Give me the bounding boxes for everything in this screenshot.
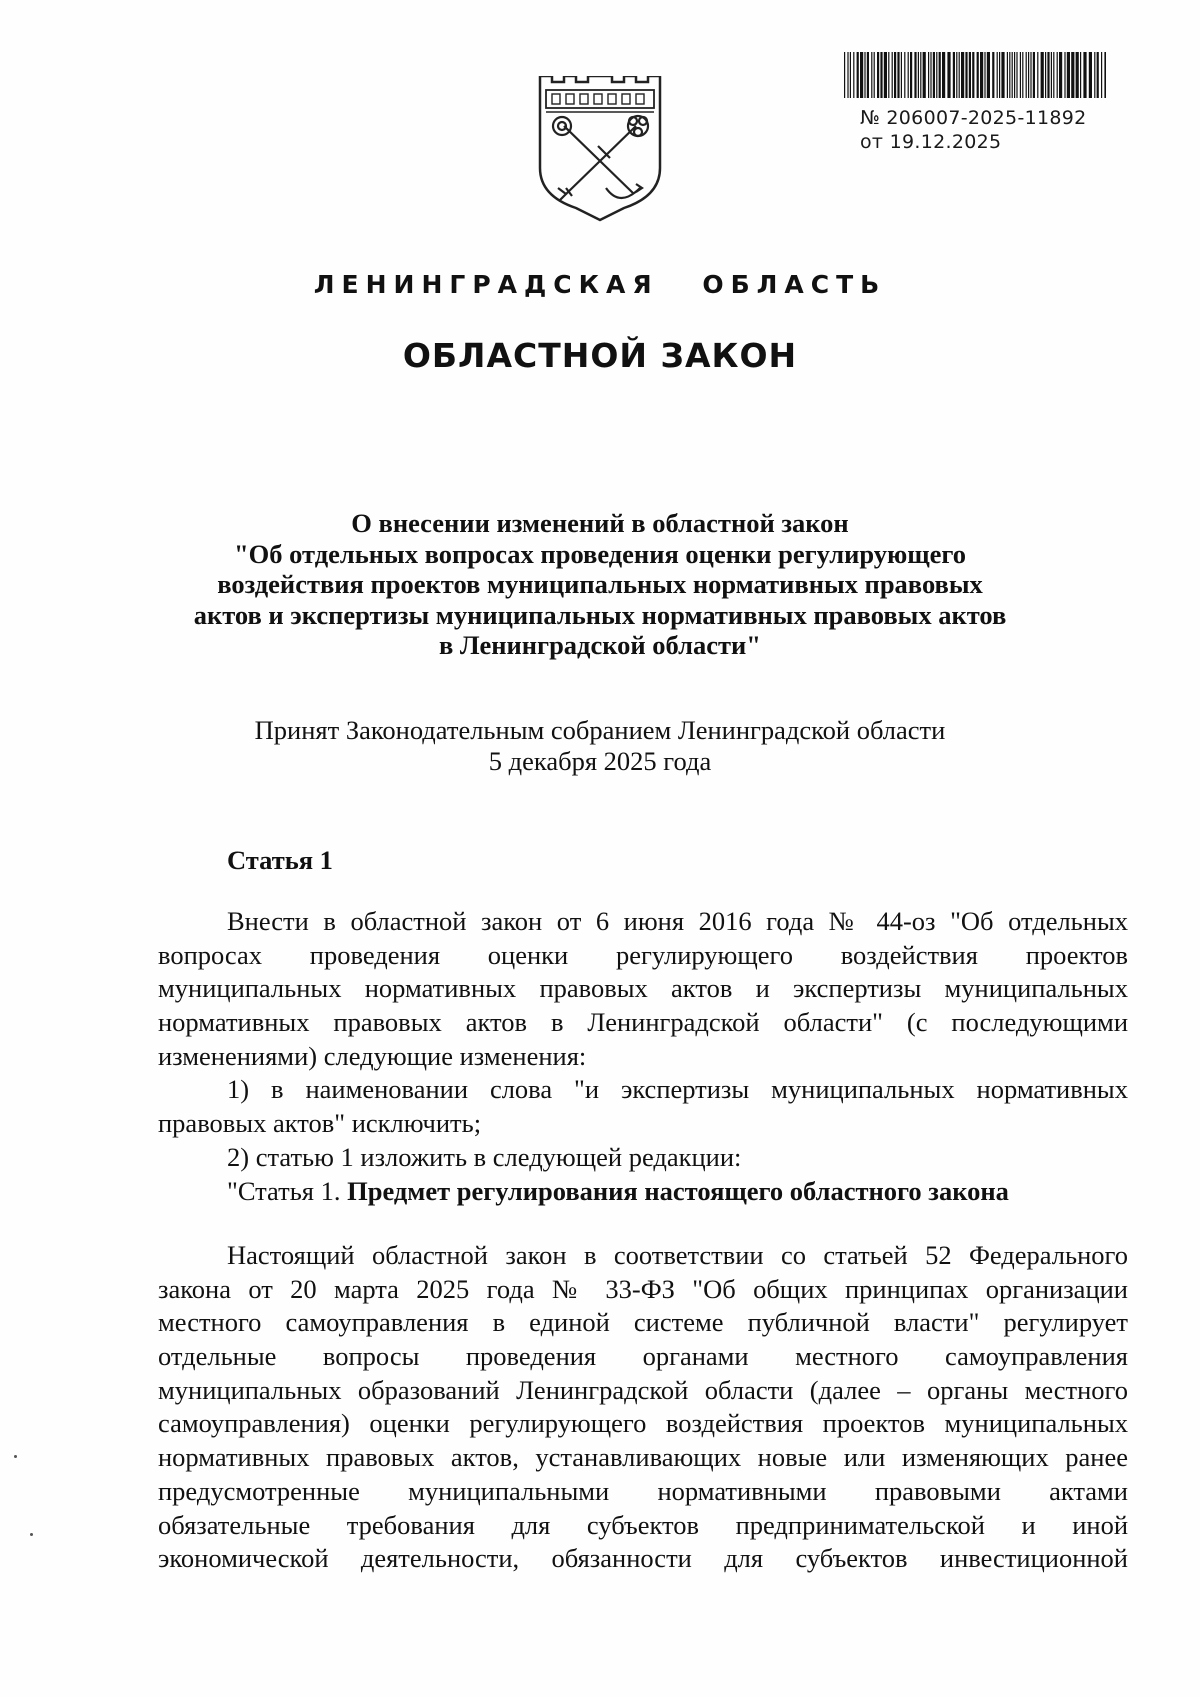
barcode-bar xyxy=(1028,52,1029,98)
barcode-bar xyxy=(888,52,889,98)
article-paragraph-2 xyxy=(158,1239,1128,1576)
barcode-bar xyxy=(908,52,909,98)
barcode-bar xyxy=(987,52,990,98)
barcode-bar xyxy=(1059,52,1062,98)
barcode-bar xyxy=(1083,52,1086,98)
barcode-bar xyxy=(1094,52,1095,98)
barcode-bar xyxy=(880,52,882,98)
text-line: 2) статью 1 изложить в следующей редакции: xyxy=(227,1141,742,1172)
barcode-bar xyxy=(1071,52,1074,98)
registration-number: № 206007-2025-11892 xyxy=(860,107,1087,129)
barcode-bar xyxy=(853,52,854,98)
barcode-bar xyxy=(1001,52,1004,98)
quoted-article-prefix: "Статья 1. xyxy=(227,1175,348,1206)
barcode-bar xyxy=(930,52,931,98)
registration-date: от 19.12.2025 xyxy=(860,131,1002,153)
barcode-bar xyxy=(1104,52,1106,98)
barcode-bar xyxy=(923,52,926,98)
scan-speck xyxy=(14,1455,17,1458)
barcode-bar xyxy=(894,52,896,98)
barcode-bar xyxy=(892,52,893,98)
barcode-bar xyxy=(933,52,935,98)
barcode-bar xyxy=(965,52,967,98)
barcode-bar xyxy=(977,52,979,98)
barcode-bar xyxy=(1076,52,1079,98)
barcode-bar xyxy=(959,52,960,98)
scan-speck xyxy=(30,1533,33,1536)
article-heading: Статья 1 xyxy=(227,845,333,875)
registration-block xyxy=(860,106,1087,154)
title-line: О внесении изменений в областной закон xyxy=(351,508,849,538)
adoption-line: Принят Законодательным собранием Ленинградской области xyxy=(254,715,946,745)
document-type: ОБЛАСТНОЙ ЗАКОН xyxy=(402,336,798,375)
barcode-bar xyxy=(1009,52,1010,98)
barcode xyxy=(844,52,1106,98)
text-line: 1) в наименовании слова "и экспертизы муниципальных нормативных xyxy=(227,1074,1128,1105)
barcode-bar xyxy=(1020,52,1021,98)
text-line: муниципальных образований Ленинградской области (далее – органы местного xyxy=(158,1374,1128,1405)
barcode-bar xyxy=(1014,52,1015,98)
text-line: отдельные вопросы проведения органами местного самоуправления xyxy=(158,1341,1128,1372)
barcode-bar xyxy=(1057,52,1058,98)
title-line: воздействия проектов муниципальных нормативных правовых xyxy=(217,569,983,599)
barcode-bar xyxy=(904,52,905,98)
barcode-bar xyxy=(942,52,945,98)
barcode-bar xyxy=(992,52,994,98)
barcode-bar xyxy=(953,52,955,98)
barcode-bar xyxy=(1012,52,1013,98)
barcode-bar xyxy=(857,52,859,98)
text-line: правовых актов" исключить; xyxy=(158,1108,482,1139)
barcode-bar xyxy=(1022,52,1023,98)
barcode-bar xyxy=(1041,52,1044,98)
adoption-date: 5 декабря 2025 года xyxy=(488,746,712,776)
barcode-bar xyxy=(1033,52,1035,98)
barcode-bar xyxy=(867,52,869,98)
barcode-bar xyxy=(999,52,1000,98)
barcode-bar xyxy=(1016,52,1017,98)
text-line: предусмотренные муниципальными нормативными правовыми актами xyxy=(158,1475,1128,1506)
law-title xyxy=(150,508,1050,661)
text-line: Внести в областной закон от 6 июня 2016 года № 44-оз "Об отдельных xyxy=(227,906,1128,936)
text-line: экономической деятельности, обязанности для субъектов инвестиционной xyxy=(158,1543,1128,1574)
barcode-bar xyxy=(1067,52,1070,98)
barcode-bar xyxy=(1097,52,1099,98)
barcode-bar xyxy=(961,52,964,98)
barcode-bar xyxy=(1053,52,1054,98)
barcode-bar xyxy=(877,52,879,98)
barcode-bar xyxy=(1030,52,1031,98)
barcode-bar xyxy=(871,52,872,98)
region-name: ЛЕНИНГРАДСКАЯ ОБЛАСТЬ xyxy=(313,270,887,299)
barcode-bar xyxy=(910,52,912,98)
barcode-bar xyxy=(897,52,899,98)
text-line: изменениями) следующие изменения: xyxy=(158,1040,587,1071)
barcode-bar xyxy=(939,52,941,98)
text-line: самоуправления) оценки регулирующего воздействия проектов муниципальных xyxy=(158,1408,1128,1439)
text-line: обязательные требования для субъектов предпринимательской и иной xyxy=(158,1509,1128,1540)
barcode-bar xyxy=(1026,52,1027,98)
barcode-bar xyxy=(1007,52,1008,98)
barcode-bar xyxy=(914,52,916,98)
title-line: в Ленинградской области" xyxy=(438,630,762,660)
text-line: закона от 20 марта 2025 года № 33-ФЗ "Об общих принципах организации xyxy=(158,1273,1128,1304)
barcode-bar xyxy=(997,52,998,98)
text-line: нормативных правовых актов в Ленинградской области" (с последующими xyxy=(158,1007,1128,1038)
barcode-bar xyxy=(864,52,865,98)
barcode-bar xyxy=(947,52,950,98)
barcode-bar xyxy=(1045,52,1046,98)
barcode-bar xyxy=(844,52,845,98)
barcode-bar xyxy=(1101,52,1102,98)
coat-of-arms-emblem xyxy=(536,76,664,226)
barcode-bar xyxy=(969,52,971,98)
barcode-bar xyxy=(936,52,937,98)
barcode-bar xyxy=(920,52,921,98)
quoted-article-title: Предмет регулирования настоящего областного закона xyxy=(347,1175,1009,1206)
article-paragraph-1 xyxy=(158,905,1128,1208)
barcode-bar xyxy=(1051,52,1052,98)
barcode-bar xyxy=(1064,52,1065,98)
title-line: актов и экспертизы муниципальных нормативных правовых актов xyxy=(193,599,1007,630)
barcode-bar xyxy=(1037,52,1038,98)
barcode-bar xyxy=(901,52,902,98)
barcode-bar xyxy=(928,52,929,98)
quoted-article-heading xyxy=(158,1175,1128,1209)
barcode-bar xyxy=(1080,52,1081,98)
text-line: Настоящий областной закон в соответствии со статьей 52 Федерального xyxy=(227,1240,1128,1270)
text-line: вопросах проведения оценки регулирующего воздействия проектов xyxy=(158,939,1128,970)
barcode-bar xyxy=(984,52,985,98)
adoption-note xyxy=(150,715,1050,777)
barcode-bar xyxy=(1089,52,1092,98)
text-line: муниципальных нормативных правовых актов и экспертизы муниципальных xyxy=(158,973,1128,1004)
barcode-bar xyxy=(918,52,919,98)
barcode-bar xyxy=(850,52,851,98)
barcode-bar xyxy=(847,52,848,98)
barcode-bar xyxy=(874,52,875,98)
title-line: "Об отдельных вопросах проведения оценки регулирующего xyxy=(233,538,967,569)
barcode-bar xyxy=(980,52,983,98)
barcode-bar xyxy=(884,52,887,98)
barcode-bar xyxy=(860,52,863,98)
barcode-bar xyxy=(956,52,957,98)
text-line: нормативных правовых актов, устанавливающих новые или изменяющих ранее xyxy=(158,1442,1128,1473)
barcode-bar xyxy=(972,52,974,98)
barcode-bar xyxy=(1047,52,1049,98)
text-line: местного самоуправления в единой системе публичной власти" регулирует xyxy=(158,1307,1128,1338)
